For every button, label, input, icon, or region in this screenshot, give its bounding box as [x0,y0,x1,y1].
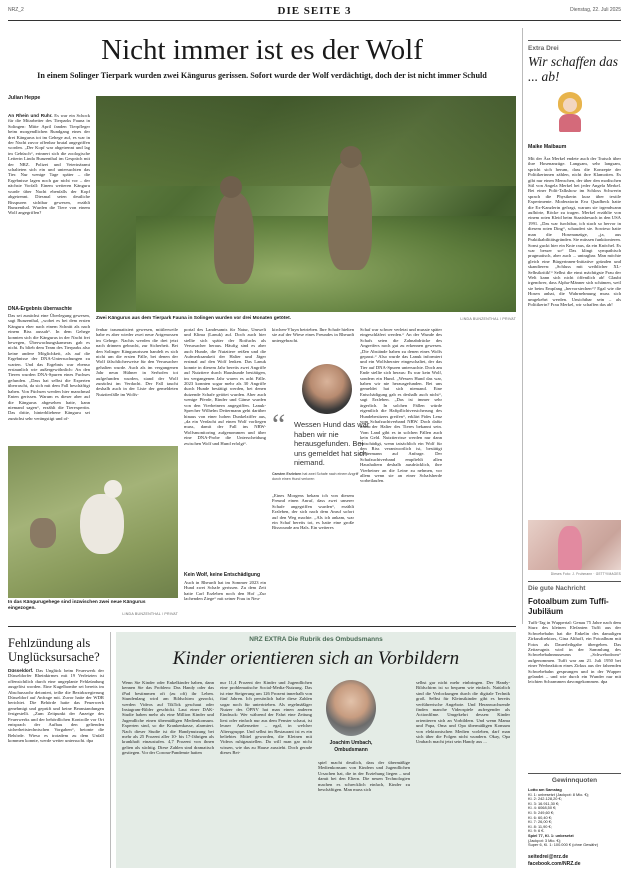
lotto-line: Lotto am Samstag [528,787,562,792]
ombudsman-col2: nur 11,4 Prozent der Kinder und Jugendlichen eine problematische Social-Media-Nutzung. Das ist eine Steigerung um 126 Prozent innerhalb von fünf Jahren. Ich persönlich halte diese Zahlen sogar noch für untertrieben. Als regelmäßiger Nutzer des ÖPNV hat man einen anderen Eindruck: Wer während der Fahrt eine Zeitung liest oder einfach nur aus dem Fenster schaut, ist leuser Außenseiter – egal, in welcher Altersgruppe. Und selbst im Restaurant ist es ein beliebtes Mittel geworden, die Kleinen mit Videos ruhigzustellen. Da will man gar nicht wissen, wie das zu Hause aussieht. Doch gerade dieses Bei- [220,680,312,756]
main-subheadline: In einem Solinger Tierpark wurden zwei Kängurus gerissen. Sofort wurde der Wolf verdächtigt, doch der ist nicht immer Schuld [37,71,487,80]
ombudsman-kicker: NRZ EXTRA Die Rubrik des Ombudsmanns [249,636,383,643]
sidebar-photo-figure [558,526,582,570]
bottom-section-rule [8,626,516,627]
main-col1-text2: Das sei zunächst eine Überlegung gewesen, sagt Bunzenthal, „wobei es bei dem ersten Känguru eher nach einem Schnitt als nach einem Biss aussah“. In dem Gehege konnten sich die Kängurus in der Nacht frei bewegen, Überwachungskameras gab es nicht. Es blieb dem Team des Tierparks also keine andere Möglichkeit, als auf die Ergebnisse der DNA-Untersuchungen zu warten. Und das Ergebnis war ebenso erstaunlich wie außergewöhnlich: An den Tieren wurden DNA-Spuren eines Fuchses gefunden. „Dass hat selbst die Experten überrascht, da sich mit dem Fall beschäftigt haben. Von Füchsen werden hier manchmal Enten gerissen. Warum es dieser aber auf die Kängurus abgesehen hatte, kann niemand sagen“, erzählt die Tierexpertin. Das dritte, hinterbliebene Känguru sei zunächst sehr verängstigt und of- [8,313,90,421]
new-kangaroo-brown [30,518,56,548]
masthead-rule [8,20,621,21]
main-col1-subhead: DNA-Ergebnis überraschte [8,306,72,312]
main-headline: Nicht immer ist es der Wolf [101,34,423,66]
lotto-line: Kl. 5: 249,60 €; [528,809,555,815]
pull-quote: Wessen Hund das war, haben wir nie herausgefunden. Bei uns gemeldet hat sich niemand. [294,420,371,468]
main-col1-text: Es war ein Schock für die Mitarbeiter des Tierparks Fauna in Solingen: Mitte April fanden Tierpfleger beim morgendlichen Rundgang eines der drei Kängurus tot im Gehege auf, es war in der Nacht zuvor offenbar brutal angegriffen worden. „Der Kopf war abgetrennt und lag im Gebüsch“, erinnert sich die zoologische Leiterin Linda Bunzenthal im Gespräch mit der NRZ. Polizei und Veterinäramt schalteten sich ein und untersuchten das Tier. Nur wenige Tage später – die Ergebnisse lagen noch gar nicht vor – der nächste Vorfall: Einem weiteren Känguru wurde über Nacht ebenfalls der Kopf abgetrennt. Diesmal seien deutliche Bisspuren sichtbar gewesen, erzählt Bunzenthal. Wurden die Tiere von einem Wolf angegriffen? [8,113,90,216]
ombudsman-role: Ombudsmann [334,747,368,753]
sidebar-author: Maike Maibaum [528,144,567,150]
news-headline: Fehlzündung als Unglücksursache? [8,636,100,664]
lotto-rule [528,773,621,774]
foliage-dark [96,96,516,186]
lotto-line: (Jackpot: 3 Mio. €); [528,837,562,843]
contact-email[interactable]: seitedrei@nrz.de [528,854,569,860]
sidebar-top-rule [528,40,621,41]
main-col5-text: Schaf war schwer verletzt und musste später eingeschläfert werden.“ An der Wunde des Schafs seien die Zahnabdrücke des Angreifers noch gut zu erkennen gewesen. „Die Abstände haben zu denen eines Wolfs gepasst.“ Also wurde das Lanuk informiert und ein Wolfsberater eingeschaltet, der das Tier auf DNA-Spuren untersuchte. Doch am Ende stellte sich heraus: Es war kein Wolf, sondern ein Hund. „Wessen Hund das war, haben wir nie herausgefunden. Bei uns gemeldet hat sich niemand. Eine Entschädigung gab es deshalb auch nicht“, sagt Erzleben. „Das ist immer sehr ärgerlich. In solchen Fällen würde eigentlich die Haftpflichtversicherung des Hundebesitzers greifen“, erklärt Fides Lenz vom Schafzuchtverband NRW. Doch dafür muss der Halter des Tieres bekannt sein. Vom Land gibt es in solchen Fällen auch kein Geld. Nutztierrisse werden nur dann entschädigt, wenn tatsächlich ein Wolf für den Riss verantwortlich ist, bestätigt Deitermann auf Anfrage. Der Schafzuchtverband empfiehlt allen Haushaltern deshalb ausdrücklich, ihre Vierbeiner an die Leine zu nehmen, vor allem wenn sie an einer Schafsherde vorbeilaufen. [360,327,442,484]
ombudsman-col1: Wenn Sie Kinder oder Enkelkinder haben, dann kennen Sie das Problem: Das Handy oder das iPad bestimmen oft (zu oft) ihr Leben. Stundenlang wird am Bildschirm gezockt, werden Videos auf TikTok geschaut oder Instagram-Bilder geschickt. Laut einer DAK-Studie haben mehr als eine Million Kinder und Jugendliche einen übermäßigen Medienkonsum. Experten sind, so die Krankenkasse, alarmiert. Nach dieser Studie ist die Handynutzung bei mehr als 25 Prozent aller 10- bis 17-Jährigen als krankhaft einzustufen. 4,7 Prozent von ihnen gelten als süchtig. Diese Zahlen sind dramatisch gestiegen. Vor der Corona-Pandemie hatten [122,680,214,756]
sidebar-title: Wir schaffen das ... ab! [528,54,618,84]
news-divider [110,632,111,868]
main-col4-text2: „Eines Morgens bekam ich von diesem Freund einen Anruf, dass zwei unserer Schafe angegriffen wurden“, erzählt Erzleben, der sich nach dem Anruf sofort auf den Weg machte. „Als ich ankam, war ein Schaf bereits tot, es hatte eine große Bisswunde am Hals. Ein weiteres [272,493,354,531]
lotto-line: Spiel 77, Kl. 1: unbesetzt [528,832,574,838]
kangaroo-photo-2 [8,446,178,598]
new-kangaroo-white-head [104,480,122,498]
section-title: DIE SEITE 3 [277,5,352,17]
ombudsman-col3: spiel macht deutlich, dass der übermäßige Medienkonsum von Kindern und Jugendlichen Ursachen hat, die in der Erziehung liegen – und damit bei den Eltern. Die neuen Technologien machen es schrecklich einfach, Kinder zu beschäftigen. Man muss sich [318,760,410,793]
lotto-line: Kl. 2: 242.128,20 €; [528,796,562,802]
issue-date: Dienstag, 22. Juli 2025 [570,7,621,13]
quote-author: Carsten Erzleben [272,472,302,476]
ombudsman-headline: Kinder orientieren sich an Vorbildern [172,648,460,669]
main-col6-spill [446,327,516,619]
lotto-line: Kl. 1: unbesetzt (Jackpot: 8 Mio. €); [528,791,589,797]
avatar-body [559,114,581,132]
sidebar-photo [528,520,621,570]
kangaroo-photo-1-credit: LINDA BUNZENTHAL / PRIVAT [460,317,516,321]
lotto-heading: Gewinnquoten [551,777,598,784]
lotto-line: Kl. 8: 11,90 €; [528,823,552,829]
lotto-line: Kl. 3: 16.911,30 €; [528,800,560,806]
kangaroo-photo-1-caption: Zwei Kängurus aus dem Tierpark Fauna in Solingen wurden vor drei Monaten getötet. [96,316,292,321]
ombudsman-portrait [326,680,376,736]
avatar-face [563,98,577,112]
quote-attribution [272,472,362,481]
main-col3-subhead: Kein Wolf, keine Entschädigung [184,572,261,578]
page-number: NRZ_2 [8,7,24,13]
lotto-line: Kl. 4: 6068,50 €; [528,805,557,811]
kangaroo-photo-2-credit: LINDA BUNZENTHAL / PRIVAT [122,612,178,616]
foliage-light [136,216,516,312]
kangaroo-photo-2-caption: In das Kängurugehege sind inzwischen zwei neue Kängurus eingezogen. [8,600,146,611]
lotto-line: Kl. 9: 6 €. [528,828,545,834]
ombudsman-author: Joachim Umbach, [329,740,373,746]
kangaroo-photo-1 [96,96,516,312]
main-col2-text: fenbar traumatisiert gewesen, mittlerweile habe es aber wieder zwei neue Artgenossen im Gehege. Nachts werden die drei jetzt nach drinnen gebracht, zur Sicherheit. Bei den Solinger Kängururissen handelt es sich nicht um die ersten Fälle, bei denen der Wolf fälschlicherweise für den Verursacher gehalten wurde. Auch als im vergangenen Jahr neun Hühner in Serhofen tot aufgefunden wurden, stand der Wolf zunächst im Verdacht. Der Fall taucht deshalb auch in der Liste der gemeldeten Nutztierfälle im Wolfs- [96,327,178,397]
news-body: Das Unglück beim Feuerwerk der Düsseldorfer Rheinkirmes mit 19 Verletzten ist offensichtlich durch eine ungeplante Fehlzündung ausgelöst worden. Eine Kugelbombe sei bereits im Abschussrohr detoniert, teilte die Bezirksregierung Düsseldorf auf Anfrage mit. Zuvor hatte der WDR berichtet. Die Behörde hatte das Feuerwerk genehmigt und geprüft und keine Beanstandungen festgestellt. „Zum Zeitpunkt der Anzeige des Feuerwerks und der behördlichen Kontrolle vor Ort entsprach der Aufbau den geltenden sicherheitstechnischen Vorgaben“, betonte die Behörde. Wieso es trotzdem zu dem Unfall kommen konnte, werde weiter untersucht. dpa [8,668,104,744]
kangaroo-right [328,160,372,270]
main-author: Julian Heppe [8,95,41,101]
sidebar-label: Extra Drei [528,45,559,52]
main-col1 [8,113,90,306]
erzleben-portrait [302,364,352,414]
good-news-title: Fotoalbum zum Tuffi-Jubiläum [528,597,609,616]
main-col3-text2: Auch in Rheurdt hat im Sommer 2023 ein Hund zwei Schafe gerissen. Zu dem Zeit hatte Carl Erzleben noch den Hof „Zur lachenden Ziege“ mit seiner Frau in Neu- [184,580,266,602]
quote-mark-icon: “ [272,408,286,441]
good-news-label: Die gute Nachricht [528,585,586,592]
main-col4-text: kirchen-Vluyn betrieben. Ihre Schafe hielten sie auf der Wiese eines Freundes in Rheurdt untergebracht. [272,327,354,343]
good-news-rule [528,581,621,582]
main-lead-place: An Rhein und Ruhr. [8,113,53,118]
kangaroo-right-head [340,146,362,168]
news-place: Düsseldorf. [8,668,34,673]
sidebar-photo-credit: Dieses Foto: J. Fruhmann · GETTYIMAGES [550,572,621,576]
columnist-avatar [553,92,587,132]
contact-facebook[interactable]: facebook.com/NRZ.de [528,861,581,867]
good-news-text: Tuffi-Tag in Wuppertal: Genau 75 Jahre nach dem Sturz des kleinen Elefanten Tuffi aus der Schwebebahn hat die Enkelin des damaligen Zirkusdirektors, Gina Althoff, ein Fotoalbum mit Fotos als Dauerleihgabe übergeben. Das Zeitzeugnis wird in der Sammlung des Schwebebahnmuseums „Schwebodrom“ aufgenommen. Tuffi war am 21. Juli 1950 bei einer Werbeaktion eines Zirkus aus der fahrenden Schwebebahn gesprungen und in der Wupper gelandet – und wie durch ein Wunder nur mit leichten Schrammen davongekommen. dpa [528,620,621,685]
kangaroo-left-head [220,176,242,198]
lotto-line: Kl. 6: 60,40 €; [528,814,553,820]
kangaroo-left [214,192,254,284]
lotto-line: Super 6, Kl. 1: 100.000 € (ohne Gewähr) [528,842,599,848]
ombudsman-col4: selbst gar nicht mehr einbringen. Der Handy-Bildschirm ist so bequem wie einfach. Natürlich sind die Verlockungen durch die digitale Technik groß. Selbst für Kleinstkinder gibt es bereits verführerische Angebote. Und Heranwachsende finden manche Videospiele aufregender als Actionfilme. Umgekehrt dessen: Kinder orientieren sich an Vorbildern. Und wenn Mama und Papa, Oma und Opa übermäßigen Konsum von elektronischen Medien vorleben, darf man sich über die Folgen nicht wundern. Okay, Opa Umbach macht jetzt sein Handy aus ... [416,680,510,745]
sidebar-text: Mit der Ära Merkel endete auch der Tratsch über ihre Hosenanzüge. Langsam, sehr langsam, spricht sich herum, dass die Konzepte der Politikerinnen zählen, nicht ihre Klamotten. Es gibt nur einen Menschen, der über den modischen Stil von Angela Merkel bei jeder Angela Merkel. Bei einer Polit-Talkshow im Schloss Schwerin sprach die Physikerin kurz über textile Experimente. Moderatorin Eva Quadbeck hatte die Ex-Kanzlerin gefragt, warum sie irgendwann aufhörte, Röcke zu tragen. Merkel erzählte von einem roten Kleid beim Staatsbesuch in den USA 1991. „Das war furchtbar, ich stach so hervor in diesem roten Ding“, schaudert sie. Sowieso hatte man die Hosenanzüge, „ja, aus Praktikabilitätsgründen. Sie müssen funktionieren. Sonst guckt hier ein Knie raus, da ein Knöchel. Es war besser so“ Das klingt sympathisch pragmatisch, aber auch ... untragbar. Man möchte gleich eine Bürgerinnen-Initiative gründen und skandieren: „Schluss mit weiblicher XL-Selbstkritik!“ Selbst die einst mächtigste Frau der Welt kann sich nicht öffentlich ab! Glaubt irgendwer, dass Alpha-Männer sich schämen, weil sie beim Empfang „hervorstechen“? Egal wie die Hosen anhat, die Wahrnehmung muss sich umgekehrt werden. Unsichtbar sein – als Politikerin? Frau Merkel, wir schaffen das ab! [528,156,621,307]
lotto-line: Kl. 7: 26,00 €; [528,819,553,825]
lotto-list [528,788,621,848]
quote-author-desc: hat zwei Schafe nach einem Angriff durch einen Hund verloren [272,472,359,481]
news-text [8,668,104,868]
main-col3-text: portal des Landesamts für Natur, Umwelt und Klima (Lanuk) auf. Doch auch hier stellte sich später der Rotfuchs als Verursacher heraus. Häufig sind es aber auch Hunde, die Nutztiere reißen und die Aufmerksamkeit der Halter und Jäger erstmal auf den Wolf lenken. Das Lanuk konnte in diesem Jahr bereits zwei Angriffe auf Nutztiere durch Haushunde bestätigen, im vergangenen Jahr waren es acht Fälle. 2023 konnten sogar mehr als 30 Angriffe durch Hunde bestätigt werden, bei denen dutzende Schafe getötet wurden. Aber auch wenige Pferde, Rinder und Gänse wurden von den Vierbeinern angegriffen. Lanuk-Sprecher Wilhelm Deitermann geht darüber hinaus von einer hohen Dunkelziffer aus, „da ein Verdacht auf einen Wolf vorliegen muss, damit der Fall ins NRW-Wolfsmonitoring aufgenommen und über eine DNA-Probe die Unterscheidung zwischen Wolf und Hund erfolgt“. [184,327,266,446]
sidebar-divider [522,28,523,624]
new-kangaroo-white [80,494,124,554]
